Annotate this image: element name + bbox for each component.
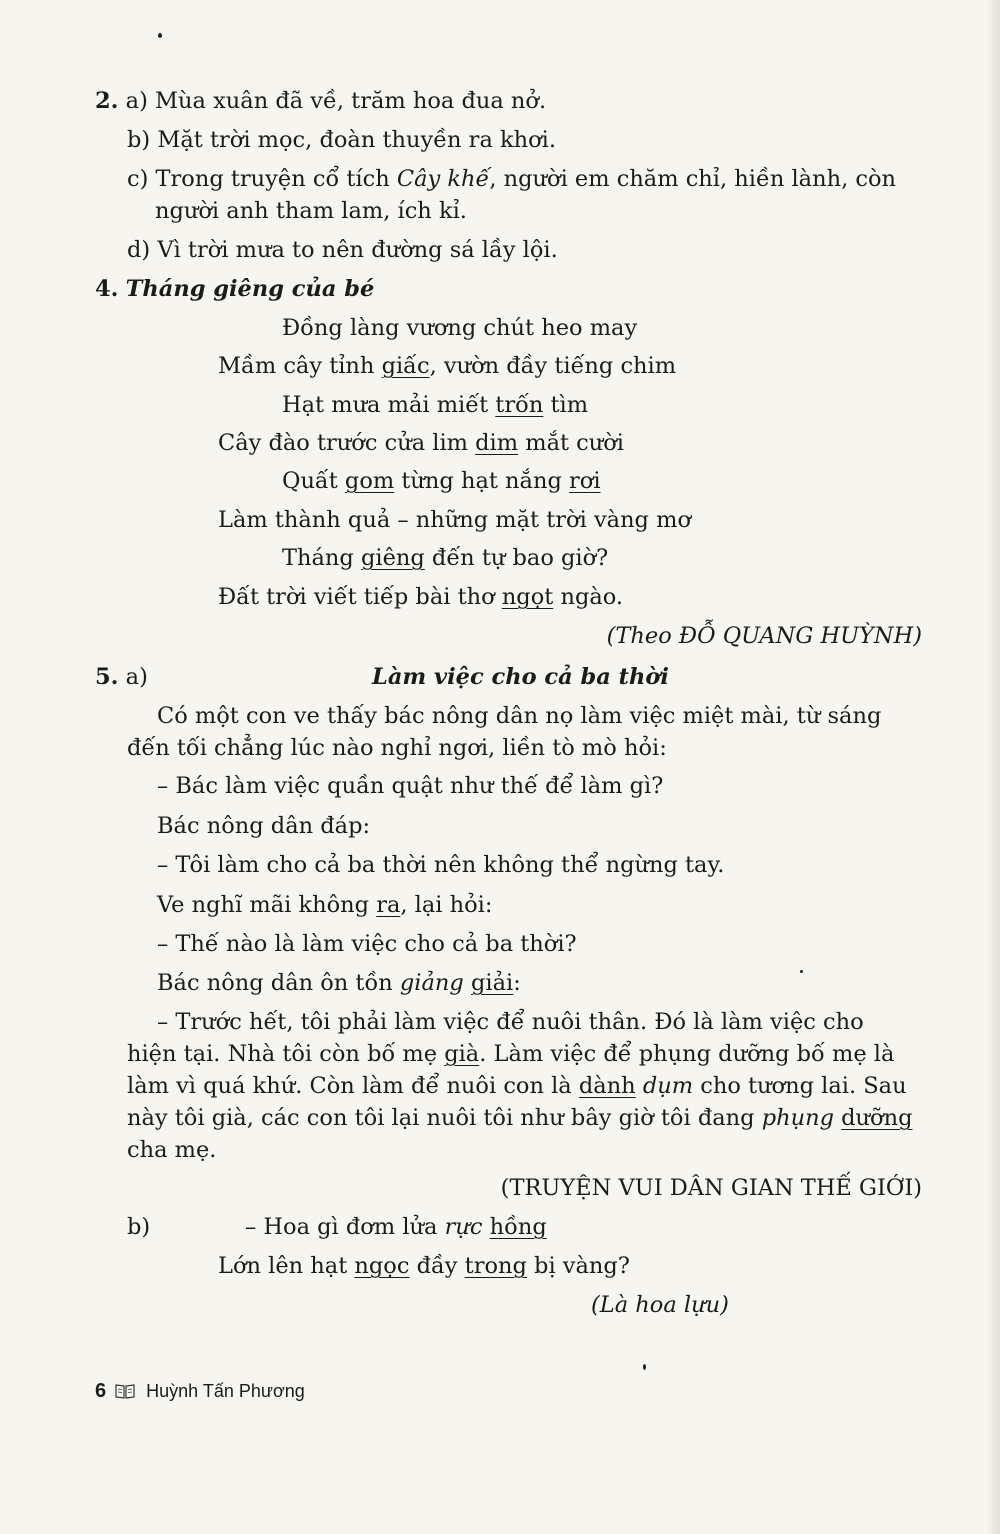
story-reply-2-line-3: làm vì quá khứ. Còn làm để nuôi con là dành dụm cho tương lai. Sau — [127, 1073, 907, 1099]
ink-speck — [158, 33, 162, 38]
riddle-answer: (Là hoa lựu) — [591, 1292, 729, 1318]
poem-line-5: Quất gom từng hạt nắng rơi — [282, 468, 601, 494]
section-4-heading: 4. Tháng giêng của bé — [95, 276, 375, 302]
section-2-item-c-cont: người anh tham lam, ích kỉ. — [155, 198, 467, 224]
story-paragraph-4: Bác nông dân ôn tồn giảng giải: — [157, 970, 521, 996]
story-paragraph-1: Có một con ve thấy bác nông dân nọ làm việc miệt mài, từ sáng — [157, 703, 882, 729]
page-footer — [95, 1379, 305, 1403]
poem-line-7: Tháng giêng đến tự bao giờ? — [282, 545, 609, 571]
story-paragraph-2: Bác nông dân đáp: — [157, 813, 371, 839]
section-5-label: 5. a) — [95, 664, 148, 690]
riddle-line-1: – Hoa gì đơm lửa rực hồng — [245, 1214, 547, 1240]
story-reply-2-line-4: này tôi già, các con tôi lại nuôi tôi như bây giờ tôi đang phụng dưỡng — [127, 1105, 913, 1131]
poem-line-4: Cây đào trước cửa lim dim mắt cười — [218, 430, 625, 456]
story-source: (TRUYỆN VUI DÂN GIAN THẾ GIỚI) — [500, 1175, 922, 1201]
ink-speck — [800, 970, 803, 973]
poem-line-1: Đồng làng vương chút heo may — [282, 315, 638, 341]
story-question-1: – Bác làm việc quần quật như thế để làm gì? — [157, 773, 664, 799]
riddle-line-2: Lớn lên hạt ngọc đầy trong bị vàng? — [218, 1253, 630, 1279]
page-edge-shadow — [986, 0, 1000, 1534]
story-reply-2-line-5: cha mẹ. — [127, 1137, 217, 1163]
ink-speck — [643, 1364, 646, 1370]
story-reply-1: – Tôi làm cho cả ba thời nên không thể ngừng tay. — [157, 852, 725, 878]
poem-line-8: Đất trời viết tiếp bài thơ ngọt ngào. — [218, 584, 624, 610]
poem-source: (Theo ĐỖ QUANG HUỲNH) — [606, 623, 922, 649]
book-icon — [115, 1381, 135, 1397]
section-2-item-c: c) Trong truyện cổ tích Cây khế, người em chăm chỉ, hiền lành, còn — [127, 166, 897, 192]
story-title: Làm việc cho cả ba thời — [372, 664, 669, 690]
story-question-2: – Thế nào là làm việc cho cả ba thời? — [157, 931, 577, 957]
poem-line-3: Hạt mưa mải miết trốn tìm — [282, 392, 589, 418]
author-name: Huỳnh Tấn Phương — [146, 1381, 305, 1401]
section-2-item-b: b) Mặt trời mọc, đoàn thuyền ra khơi. — [127, 127, 557, 153]
section-2-item-d: d) Vì trời mưa to nên đường sá lầy lội. — [127, 237, 558, 263]
poem-line-2: Mầm cây tỉnh giấc, vườn đầy tiếng chim — [218, 353, 677, 379]
page-number: 6 — [95, 1380, 107, 1402]
riddle-label: b) — [127, 1214, 151, 1240]
story-paragraph-1-cont: đến tối chẳng lúc nào nghỉ ngơi, liền tò mò hỏi: — [127, 735, 667, 761]
section-2-item-a: 2. a) Mùa xuân đã về, trăm hoa đua nở. — [95, 88, 547, 114]
story-reply-2: – Trước hết, tôi phải làm việc để nuôi thân. Đó là làm việc cho — [157, 1009, 864, 1035]
story-reply-2-line-2: hiện tại. Nhà tôi còn bố mẹ già. Làm việc để phụng dưỡng bố mẹ là — [127, 1041, 895, 1067]
story-paragraph-3: Ve nghĩ mãi không ra, lại hỏi: — [157, 892, 493, 918]
poem-line-6: Làm thành quả – những mặt trời vàng mơ — [218, 507, 691, 533]
